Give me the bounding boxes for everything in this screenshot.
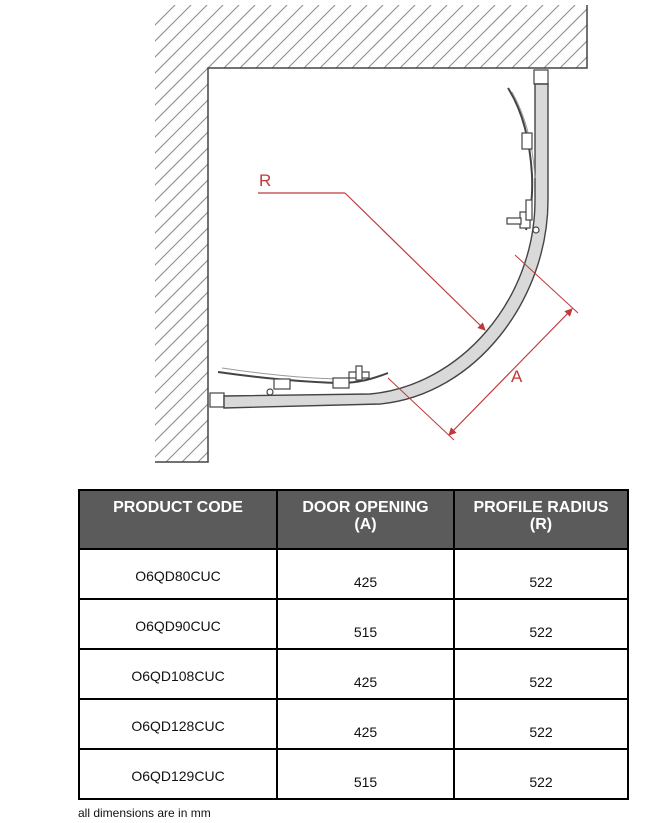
door-opening-cell: 425 bbox=[277, 549, 454, 599]
product-code-cell: O6QD129CUC bbox=[79, 749, 277, 799]
hatch-line bbox=[0, 0, 228, 480]
profile-radius-cell: 522 bbox=[454, 699, 628, 749]
hatch-line bbox=[564, 0, 655, 480]
curved-track-profile bbox=[224, 84, 548, 408]
hatch-line bbox=[0, 0, 340, 480]
hatch-line bbox=[580, 0, 655, 480]
hatch-line bbox=[0, 0, 308, 480]
hatch-line bbox=[36, 0, 516, 480]
hatch-line bbox=[196, 0, 655, 480]
hatch-line bbox=[52, 0, 532, 480]
hatch-line bbox=[404, 0, 655, 480]
header-product-code-text: PRODUCT CODE bbox=[113, 499, 243, 516]
hatch-line bbox=[244, 0, 655, 480]
door-rollers-left bbox=[267, 366, 369, 395]
hatch-line bbox=[468, 0, 655, 480]
product-code-cell: O6QD128CUC bbox=[79, 699, 277, 749]
header-profile-radius-sub: (R) bbox=[529, 516, 553, 533]
radius-label: R bbox=[259, 171, 272, 190]
wall-profile-top bbox=[534, 70, 548, 84]
door-opening-cell: 515 bbox=[277, 749, 454, 799]
dimensions-footnote: all dimensions are in mm bbox=[78, 806, 211, 820]
product-code-cell: O6QD80CUC bbox=[79, 549, 277, 599]
profile-radius-cell: 522 bbox=[454, 649, 628, 699]
hatch-line bbox=[500, 0, 655, 480]
hatch-line bbox=[484, 0, 655, 480]
door-opening-cell: 425 bbox=[277, 699, 454, 749]
hatch-line bbox=[276, 0, 655, 480]
hatch-line bbox=[212, 0, 655, 480]
header-product-code bbox=[79, 490, 277, 549]
hatch-line bbox=[228, 0, 655, 480]
hatch-line bbox=[0, 0, 260, 480]
hatch-line bbox=[0, 0, 388, 480]
hatch-line bbox=[548, 0, 655, 480]
table-row bbox=[79, 649, 628, 699]
profile-radius-cell: 522 bbox=[454, 599, 628, 649]
hatch-line bbox=[0, 0, 420, 480]
hatch-line bbox=[644, 0, 655, 480]
header-profile-radius-text: PROFILE RADIUS bbox=[473, 499, 609, 516]
hatch-line bbox=[532, 0, 655, 480]
product-code-cell: O6QD90CUC bbox=[79, 599, 277, 649]
radius-dimension bbox=[258, 171, 485, 330]
hatch-line bbox=[0, 0, 404, 480]
table-row bbox=[79, 549, 628, 599]
sliding-door-left-inner bbox=[222, 368, 338, 379]
header-door-opening-text: DOOR OPENING bbox=[302, 499, 429, 516]
hatch-line bbox=[148, 0, 628, 480]
hatch-line bbox=[324, 0, 655, 480]
header-door-opening-sub: (A) bbox=[354, 516, 377, 533]
hatch-line bbox=[20, 0, 500, 480]
hatch-line bbox=[388, 0, 655, 480]
hatch-line bbox=[452, 0, 655, 480]
table-row bbox=[79, 699, 628, 749]
hatch-line bbox=[340, 0, 655, 480]
hatch-line bbox=[0, 0, 356, 480]
table-row bbox=[79, 749, 628, 799]
profile-radius-cell: 522 bbox=[454, 749, 628, 799]
hatch-line bbox=[612, 0, 655, 480]
hatch-line bbox=[260, 0, 655, 480]
hatch-line bbox=[308, 0, 655, 480]
hatch-line bbox=[0, 0, 372, 480]
door-opening-cell: 515 bbox=[277, 599, 454, 649]
wall-profile-left bbox=[210, 393, 224, 407]
opening-label: A bbox=[511, 367, 523, 386]
hatch-line bbox=[0, 0, 436, 480]
table-row bbox=[79, 599, 628, 649]
table-header-row bbox=[79, 490, 628, 549]
header-profile-radius bbox=[454, 490, 628, 549]
hatch-line bbox=[628, 0, 655, 480]
hatch-line bbox=[356, 0, 655, 480]
hatch-line bbox=[292, 0, 655, 480]
header-door-opening bbox=[277, 490, 454, 549]
product-spec-table bbox=[78, 489, 629, 800]
product-code-cell: O6QD108CUC bbox=[79, 649, 277, 699]
profile-radius-cell: 522 bbox=[454, 549, 628, 599]
hatch-line bbox=[0, 0, 324, 480]
hatch-line bbox=[596, 0, 655, 480]
door-opening-cell: 425 bbox=[277, 649, 454, 699]
hatch-line bbox=[0, 0, 180, 480]
hatch-line bbox=[372, 0, 655, 480]
hatch-line bbox=[0, 0, 196, 480]
